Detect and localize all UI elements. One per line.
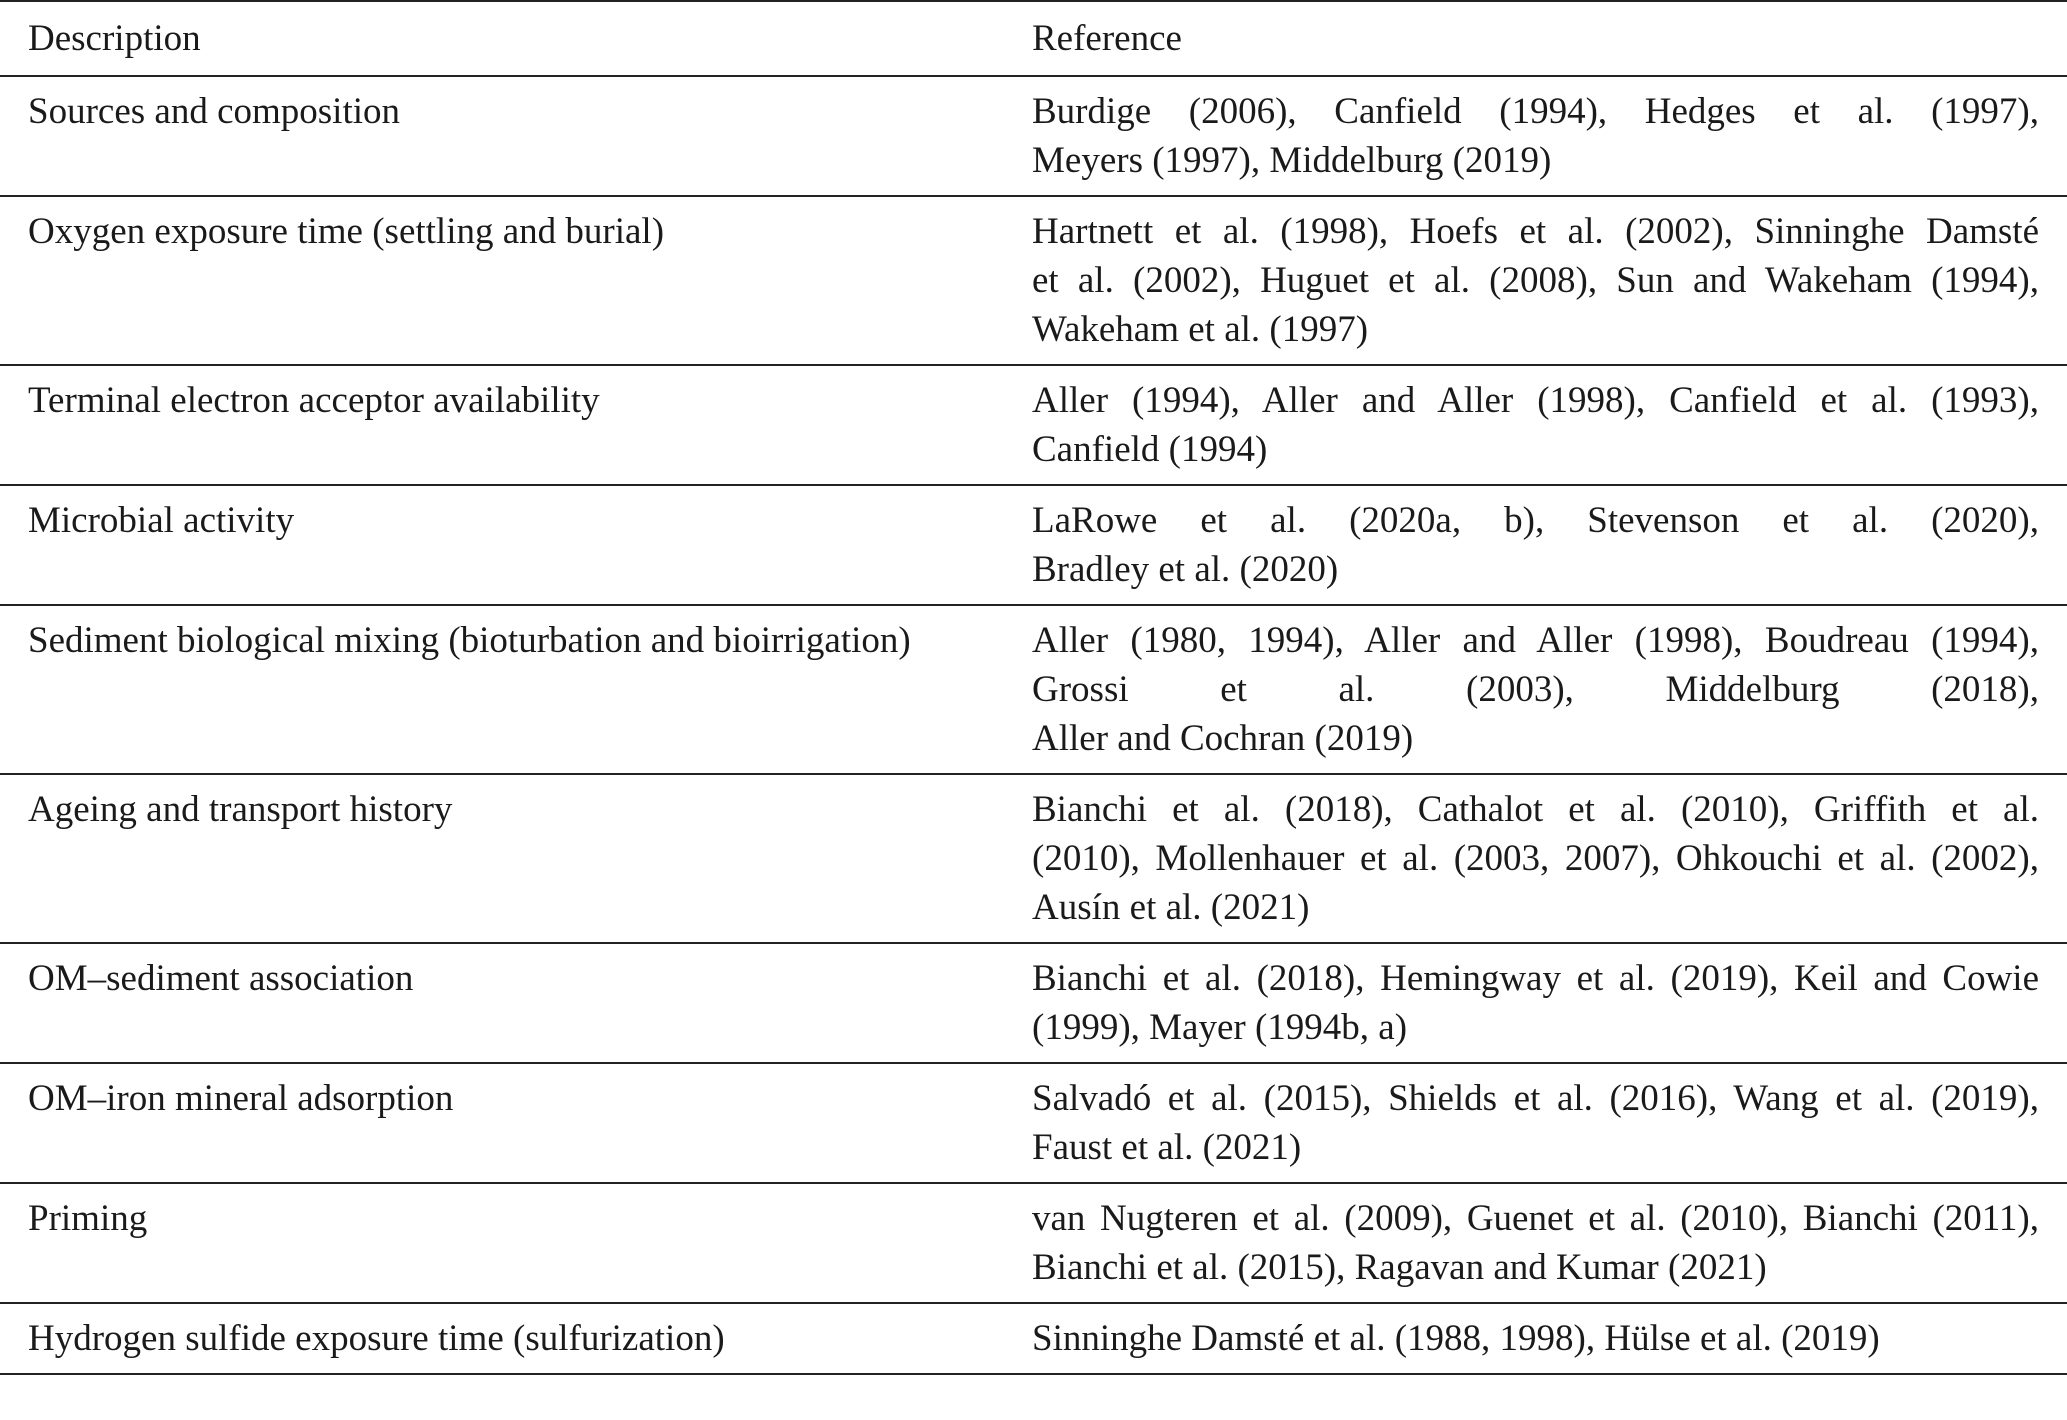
reference-line: Ausín et al. (2021)	[1032, 887, 1310, 928]
row-reference	[1032, 774, 2067, 943]
reference-line: Faust et al. (2021)	[1032, 1127, 1302, 1168]
table-row	[0, 774, 2067, 943]
reference-line: (2010), Mollenhauer et al. (2003, 2007), Ohkouchi et al. (2002),	[1032, 838, 2039, 879]
reference-line: Aller and Cochran (2019)	[1032, 718, 1414, 759]
reference-line: Salvadó et al. (2015), Shields et al. (2016), Wang et al. (2019),	[1032, 1078, 2039, 1119]
row-reference	[1032, 1183, 2067, 1303]
row-description: Microbial activity	[28, 500, 295, 541]
header-reference: Reference	[1032, 18, 1182, 59]
table-row	[0, 196, 2067, 365]
row-description: OM–sediment association	[28, 958, 414, 999]
reference-line: Sinninghe Damsté et al. (1988, 1998), Hülse et al. (2019)	[1032, 1318, 1880, 1359]
reference-line: Hartnett et al. (1998), Hoefs et al. (2002), Sinninghe Damsté	[1032, 211, 2039, 252]
reference-line: Aller (1994), Aller and Aller (1998), Canfield et al. (1993),	[1032, 380, 2039, 421]
table-row	[0, 1303, 2067, 1374]
reference-line: Bradley et al. (2020)	[1032, 549, 1339, 590]
row-description: Hydrogen sulfide exposure time (sulfurization)	[28, 1318, 725, 1359]
row-reference	[1032, 196, 2067, 365]
reference-line: LaRowe et al. (2020a, b), Stevenson et al. (2020),	[1032, 500, 2039, 541]
row-description: Priming	[28, 1198, 148, 1239]
table-row	[0, 365, 2067, 485]
row-description: Sources and composition	[28, 91, 401, 132]
row-reference	[1032, 365, 2067, 485]
row-reference	[1032, 485, 2067, 605]
reference-line: Canfield (1994)	[1032, 429, 1268, 470]
reference-line: (1999), Mayer (1994b, a)	[1032, 1007, 1408, 1048]
reference-line: Meyers (1997), Middelburg (2019)	[1032, 140, 1552, 181]
reference-line: Grossi et al. (2003), Middelburg (2018),	[1032, 669, 2039, 710]
row-reference	[1032, 1063, 2067, 1183]
table-body	[0, 76, 2067, 1374]
reference-line: Burdige (2006), Canfield (1994), Hedges et al. (1997),	[1032, 91, 2039, 132]
table-row	[0, 943, 2067, 1063]
header-row	[0, 1, 2067, 76]
row-description: Sediment biological mixing (bioturbation and bioirrigation)	[28, 620, 911, 661]
table-header	[0, 1, 2067, 76]
reference-line: Bianchi et al. (2018), Cathalot et al. (2010), Griffith et al.	[1032, 789, 2039, 830]
row-description: OM–iron mineral adsorption	[28, 1078, 454, 1119]
table-row	[0, 1183, 2067, 1303]
row-reference	[1032, 1303, 2067, 1374]
table-row	[0, 485, 2067, 605]
reference-line: Wakeham et al. (1997)	[1032, 309, 1369, 350]
row-description: Terminal electron acceptor availability	[28, 380, 600, 421]
header-description: Description	[28, 18, 201, 59]
reference-line: Bianchi et al. (2015), Ragavan and Kumar (2021)	[1032, 1247, 1767, 1288]
row-reference	[1032, 76, 2067, 196]
reference-line: Aller (1980, 1994), Aller and Aller (1998), Boudreau (1994),	[1032, 620, 2039, 661]
reference-line: van Nugteren et al. (2009), Guenet et al. (2010), Bianchi (2011),	[1032, 1198, 2039, 1239]
reference-line: Bianchi et al. (2018), Hemingway et al. (2019), Keil and Cowie	[1032, 958, 2039, 999]
reference-line: et al. (2002), Huguet et al. (2008), Sun and Wakeham (1994),	[1032, 260, 2039, 301]
row-description: Oxygen exposure time (settling and burial)	[28, 211, 665, 252]
row-description: Ageing and transport history	[28, 789, 453, 830]
row-reference	[1032, 605, 2067, 774]
table-row	[0, 1063, 2067, 1183]
table-row	[0, 605, 2067, 774]
row-reference	[1032, 943, 2067, 1063]
table-row	[0, 76, 2067, 196]
